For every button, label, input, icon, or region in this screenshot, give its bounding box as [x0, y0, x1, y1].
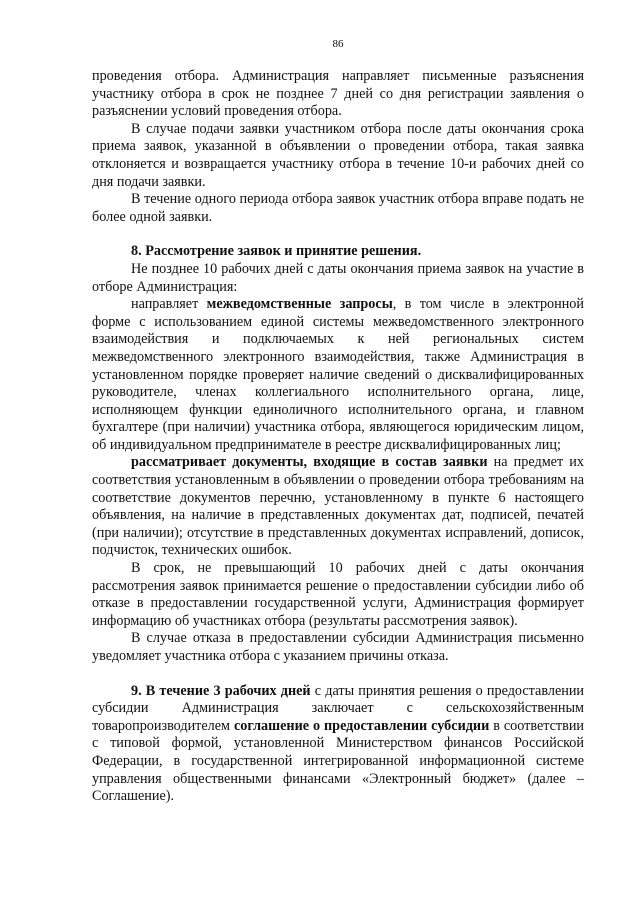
section-9-text-1: с даты принятия решения о предоставлении субсидии Администрация заключает с сельскохозяйственным товаропроизводителем: [92, 682, 585, 734]
item-requests-bold: межведомственные запросы: [206, 296, 393, 313]
section-9-agreement-bold: соглашение о предоставлении субсидии: [233, 717, 490, 734]
section-8-item-review: [92, 454, 584, 560]
section-8-heading: 8. Рассмотрение заявок и принятие решения.: [131, 243, 422, 260]
paragraph-clarification: проведения отбора. Администрация направляет письменные разъяснения участнику отбора в срок не позднее 7 дней со дня регистрации заявления о разъяснении условий проведения отбора.: [92, 68, 584, 120]
item-review-bold: рассматривает документы, входящие в состав заявки: [131, 454, 488, 471]
paragraph-late-application: В случае подачи заявки участником отбора после даты окончания срока приема заявок, указанной в объявлении о проведении отбора, такая заявка отклоняется и возвращается участнику отбора в течение 10-и рабочих дней со дня подачи заявки.: [92, 120, 584, 190]
section-8-intro: Не позднее 10 рабочих дней с даты окончания приема заявок на участие в отборе Администрация:: [92, 260, 584, 295]
paragraph-one-application: В течение одного периода отбора заявок участник отбора вправе подать не более одной заявки.: [92, 191, 584, 225]
section-8-item-requests: [92, 296, 584, 454]
section-9-bold-start: 9. В течение 3 рабочих дней: [131, 682, 311, 699]
paragraph-decision: В срок, не превышающий 10 рабочих дней с даты окончания рассмотрения заявок принимается решение о предоставлении субсидии либо об отказе в предоставлении государственной услуги, Администрация формирует информацию об участниках отбора (результаты рассмотрения заявок).: [92, 560, 584, 629]
section-9-paragraph: [92, 683, 584, 806]
item-review-text: на предмет их соответствия установленным в объявлении о проведении отбора требованиям на соответствие документов перечню, установленному в пункте 6 настоящего объявления, на наличие в представленных документах дат, подписей, печатей (при наличии); отсутствие в представленных документах исправлений, дописок, подчисток, технических ошибок.: [92, 454, 584, 559]
paragraph-refusal: В случае отказа в предоставлении субсидии Администрация письменно уведомляет участника отбора с указанием причины отказа.: [92, 630, 584, 664]
section-9-text-2: в соответствии с типовой формой, установленной Министерством финансов Российской Федерации, в государственной интегрированной информационной системе управления общественными финансами «Электронный бюджет» (далее – Соглашение).: [92, 717, 584, 805]
item-requests-prefix: направляет: [131, 296, 207, 313]
page-number: 86: [332, 38, 344, 50]
item-requests-text: , в том числе в электронной форме с использованием единой системы межведомственного электронного взаимодействия и подключаемых к ней региональных систем межведомственного электронного взаимодействия, также Администрация в установленном порядке проверяет наличие сведений о дисквалифицированных руководителе, членах коллегиального исполнительного органа, лице, исполняющем функции единоличного исполнительного органа, и главном бухгалтере (при наличии) участника отбора, являющегося юридическим лицом, об индивидуальном предпринимателе в реестре дисквалифицированных лиц;: [92, 296, 584, 453]
